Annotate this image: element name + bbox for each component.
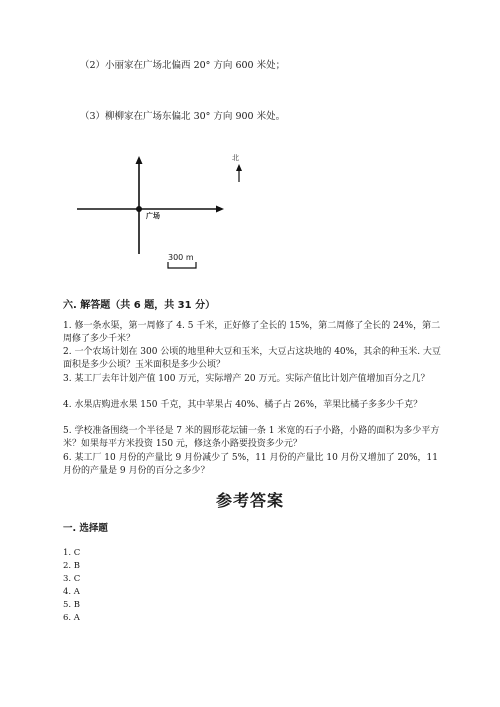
answers-section-heading: 一. 选择题	[63, 523, 108, 534]
scale-bar	[168, 262, 196, 268]
question-5: 5. 学校准备围绕一个半径是 7 米的圆形花坛铺一条 1 米宽的石子小路，小路的面积为多少平方米？如果每平方米投资 150 元，修这条小路要投资多少元？	[63, 426, 440, 450]
question-1: 1. 修一条水渠，第一周修了 4. 5 千米，正好修了全长的 15%，第二周修了全长的 24%，第二周修了多少千米？	[63, 321, 441, 345]
question-3: 3. 某工厂去年计划产值 100 万元，实际增产 20 万元。实际产值比计划产值增加百分之几？	[63, 374, 430, 384]
item-3: （3）柳柳家在广场东偏北 30° 方向 900 米处。	[80, 111, 286, 122]
answer-item: 1. C	[63, 548, 81, 558]
plaza-point	[136, 206, 142, 212]
answer-item: 4. A	[63, 587, 80, 597]
scale-label: 300 m	[168, 253, 194, 262]
plaza-label: 广场	[146, 212, 160, 220]
answer-item: 6. A	[63, 613, 80, 623]
north-label: 北	[232, 154, 239, 162]
answer-item: 2. B	[63, 561, 81, 571]
east-arrowhead	[216, 206, 224, 213]
answer-item: 3. C	[63, 574, 81, 584]
north-indicator-arrowhead	[236, 164, 242, 171]
section-6-heading: 六. 解答题（共 6 题，共 31 分）	[63, 300, 216, 311]
question-6: 6. 某工厂 10 月份的产量比 9 月份减少了 5%，11 月份的产量比 10 月份又增加了 20%，11 月份的产量是 9 月份的百分之多少？	[63, 453, 439, 477]
answer-item: 5. B	[63, 600, 81, 610]
question-4: 4. 水果店购进水果 150 千克，其中苹果占 40%、橘子占 26%，苹果比橘子多多少千克？	[63, 400, 423, 410]
item-2: （2）小丽家在广场北偏西 20° 方向 600 米处；	[80, 60, 286, 71]
answer-key-title: 参考答案	[215, 491, 284, 510]
question-2: 2. 一个农场计划在 300 公顷的地里种大豆和玉米，大豆占这块地的 40%，其余的种玉米. 大豆面积是多少公顷？玉米面积是多少公顷？	[63, 347, 441, 371]
north-arrowhead	[136, 156, 143, 164]
